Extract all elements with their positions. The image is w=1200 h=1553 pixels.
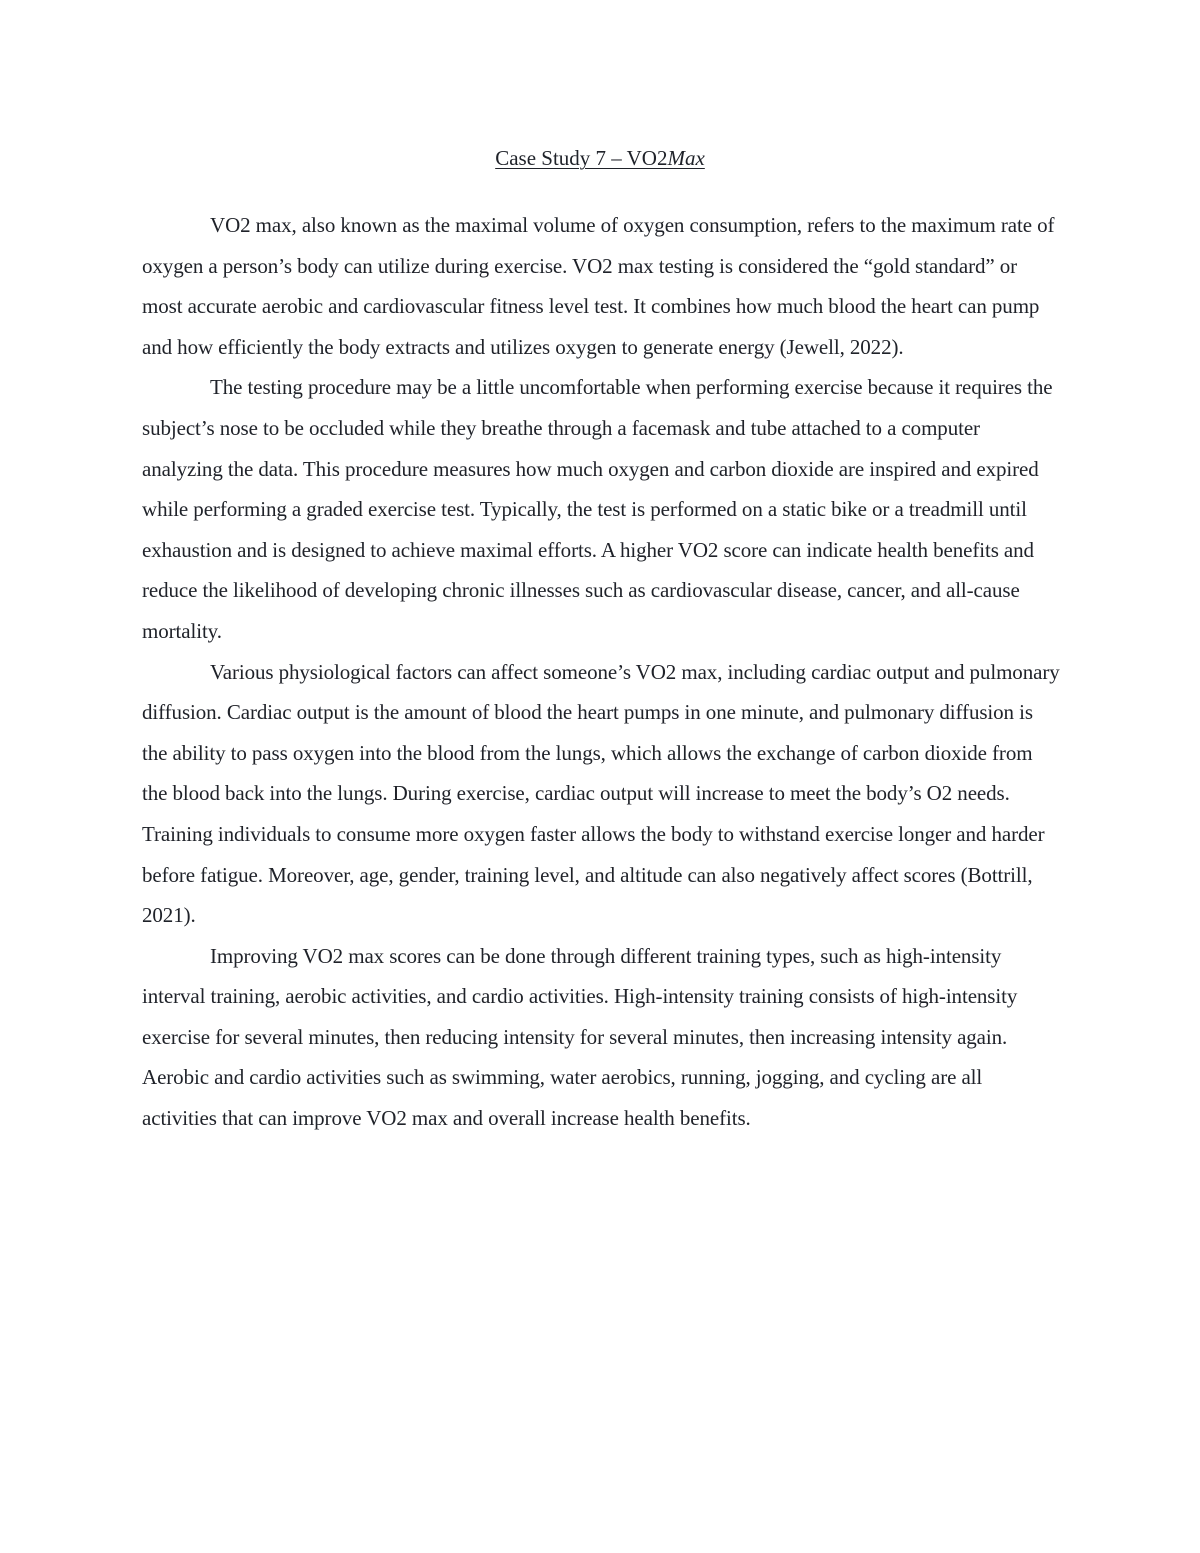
document-title [0,143,1200,173]
paragraph-3: Various physiological factors can affect someone’s VO2 max, including cardiac output and pulmonary diffusion. Cardiac output is the amount of blood the heart pumps in one minute, and pulmonary diffusion is the ability to pass oxygen into the blood from the lungs, which allows the exchange of carbon dioxide from the blood back into the lungs. During exercise, cardiac output will increase to meet the body’s O2 needs. Training individuals to consume more oxygen faster allows the body to withstand exercise longer and harder before fatigue. Moreover, age, gender, training level, and altitude can also negatively affect scores (Bottrill, 2021). [142,659,1060,928]
title-main: Case Study 7 – VO2 [495,146,668,170]
paragraph-4: Improving VO2 max scores can be done through different training types, such as high-intensity interval training, aerobic activities, and cardio activities. High-intensity training consists of high-intensity exercise for several minutes, then reducing intensity for several minutes, then increasing intensity again. Aerobic and cardio activities such as swimming, water aerobics, running, jogging, and cycling are all activities that can improve VO2 max and overall increase health benefits. [142,943,1018,1131]
document-body [142,205,1060,1139]
title-emphasis: Max [667,146,705,170]
paragraph-1: VO2 max, also known as the maximal volume of oxygen consumption, refers to the maximum rate of oxygen a person’s body can utilize during exercise. VO2 max testing is considered the “gold standard” or most accurate aerobic and cardiovascular fitness level test. It combines how much blood the heart can pump and how efficiently the body extracts and utilizes oxygen to generate energy (Jewell, 2022). [142,213,1055,359]
paragraph-2: The testing procedure may be a little uncomfortable when performing exercise because it requires the subject’s nose to be occluded while they breathe through a facemask and tube attached to a computer analyzing the data. This procedure measures how much oxygen and carbon dioxide are inspired and expired while performing a graded exercise test. Typically, the test is performed on a static bike or a treadmill until exhaustion and is designed to achieve maximal efforts. A higher VO2 score can indicate health benefits and reduce the likelihood of developing chronic illnesses such as cardiovascular disease, cancer, and all-cause mortality. [142,375,1053,643]
